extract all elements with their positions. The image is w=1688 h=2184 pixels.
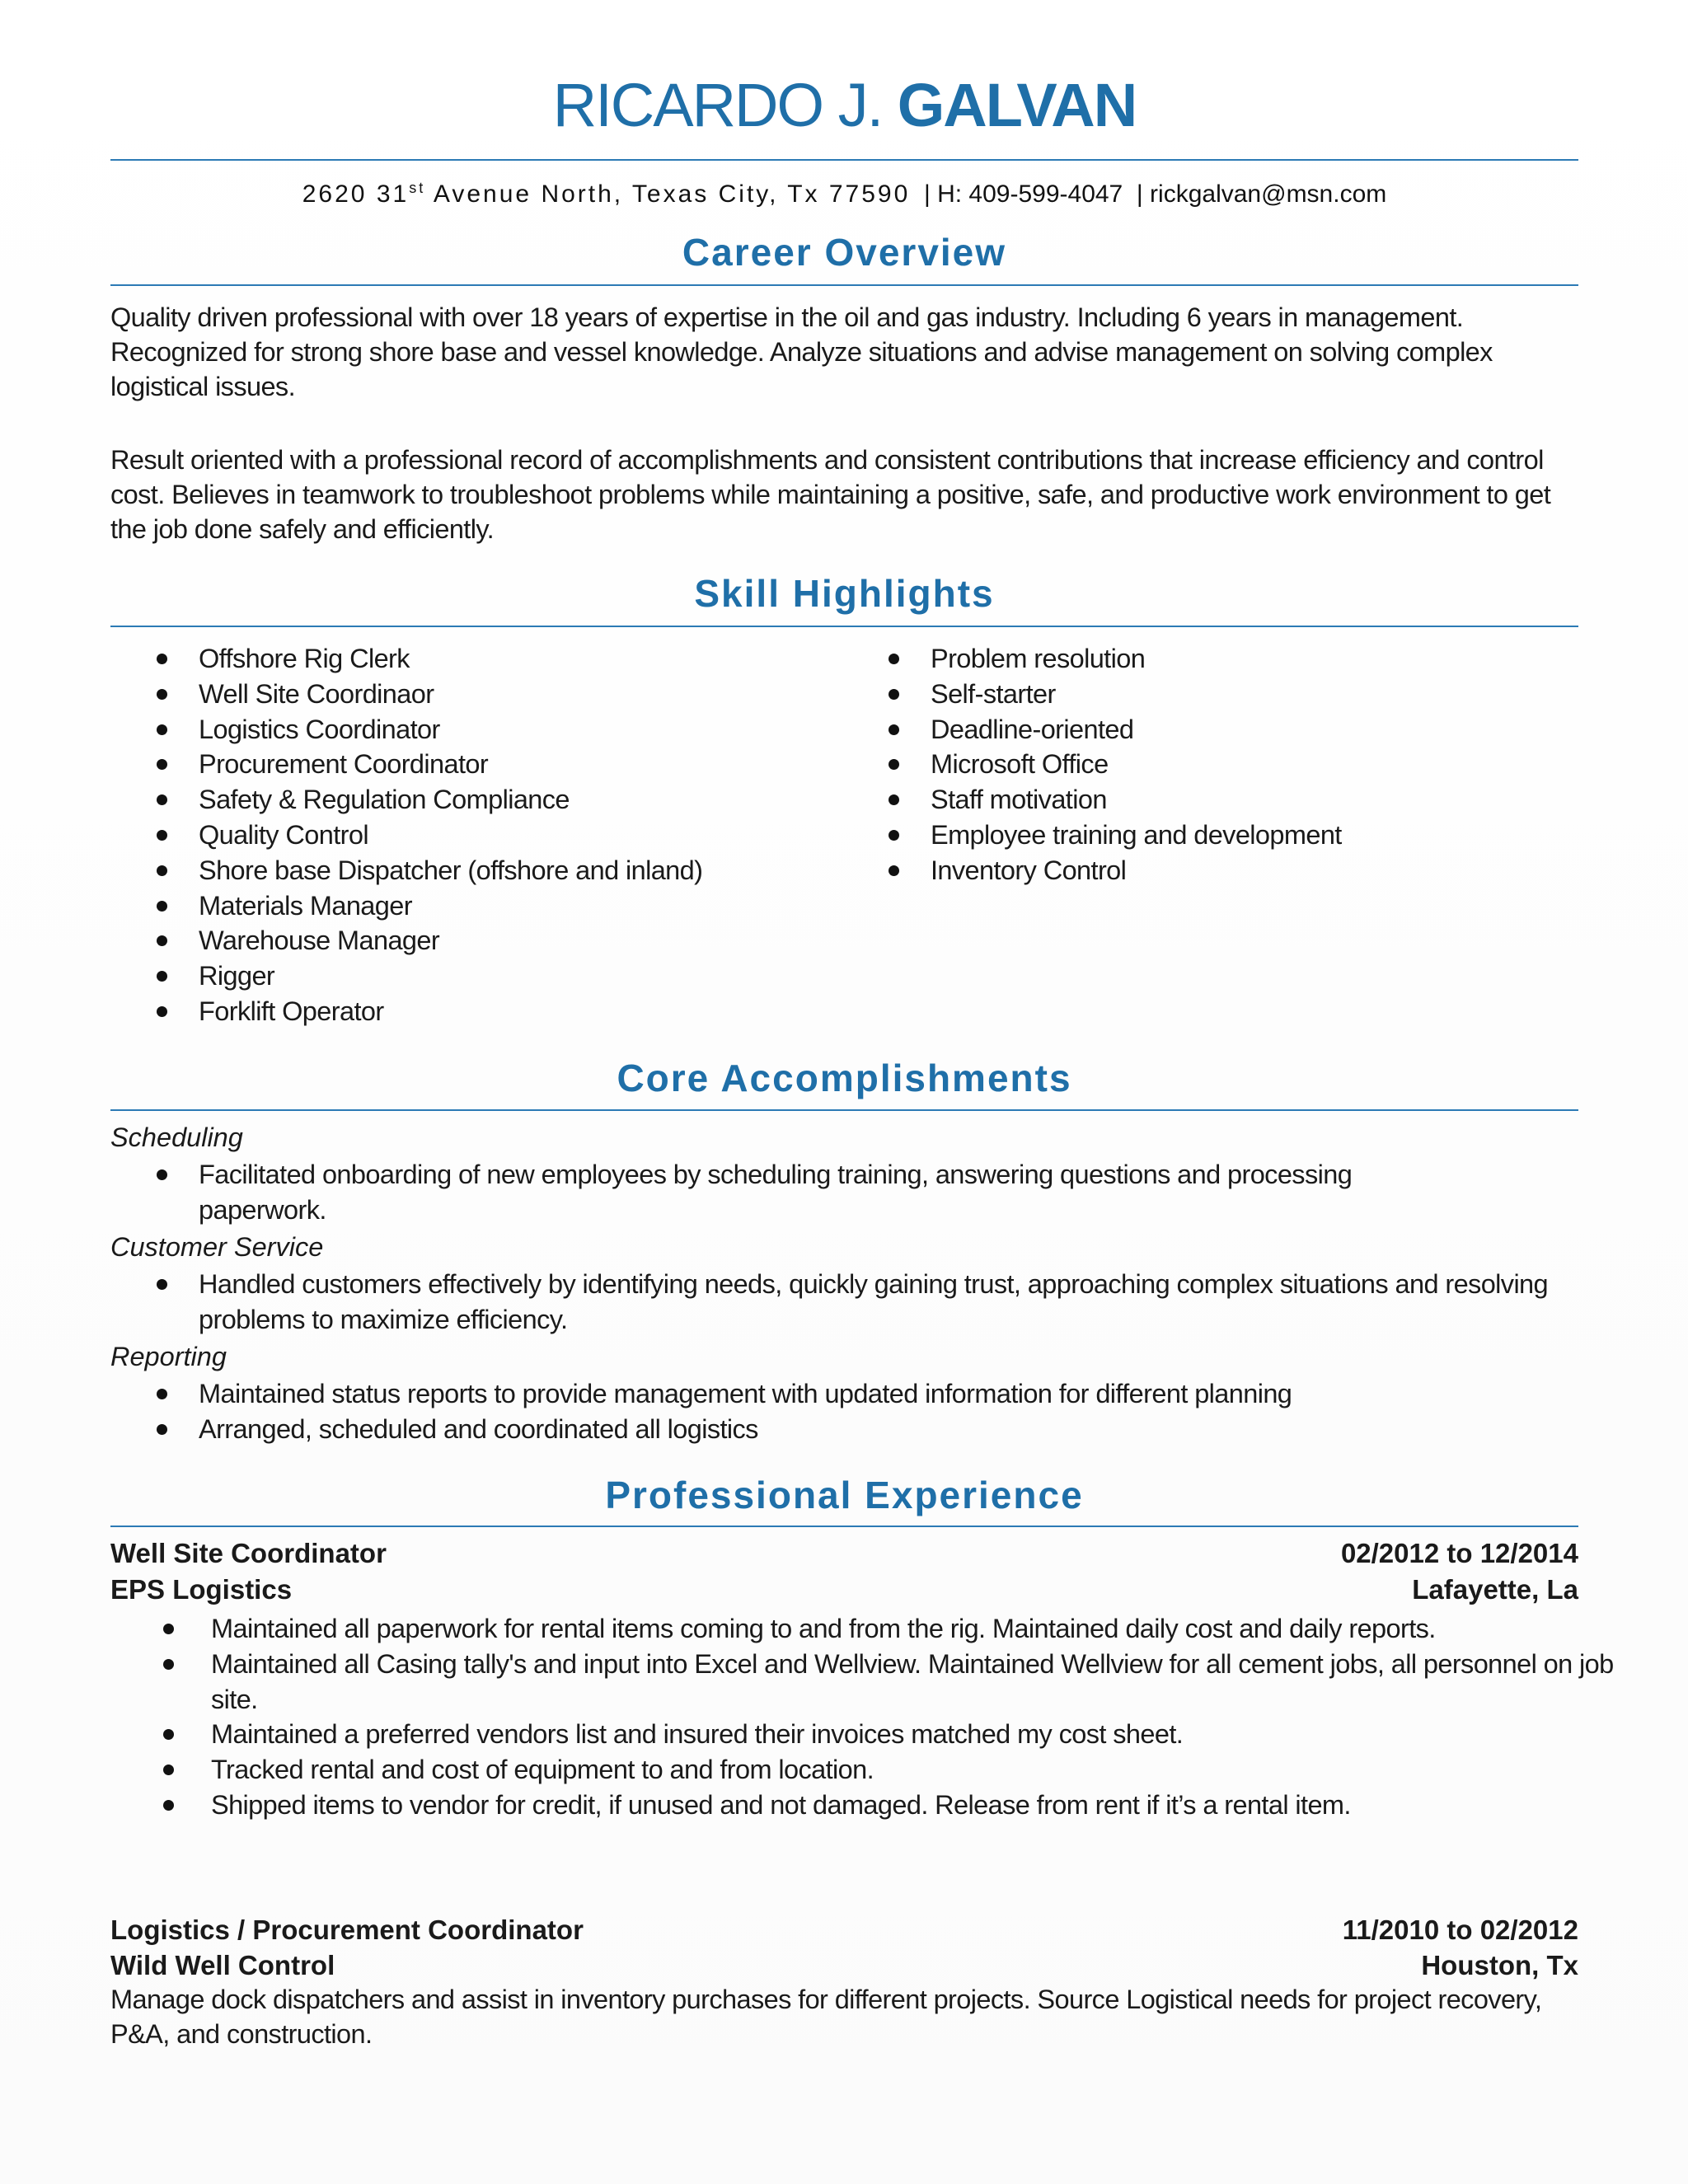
job-location: Lafayette, La (1412, 1574, 1578, 1605)
first-name: RICARDO J. (552, 71, 883, 139)
address-rest: Avenue North, Texas City, Tx 77590 (425, 180, 911, 208)
accomplishment-category: Customer Service (110, 1232, 324, 1262)
accomplishment-list (110, 1267, 1578, 1338)
skill-item: Employee training and development (842, 818, 1568, 853)
job-role: Logistics / Procurement Coordinator (110, 1915, 584, 1945)
job-duty: Shipped items to vendor for credit, if unused and not damaged. Release from rent if it’s a rental item. (110, 1788, 1627, 1823)
skill-highlights-divider (110, 626, 1578, 627)
professional-experience-title: Professional Experience (605, 1474, 1084, 1516)
job-company: Wild Well Control (110, 1950, 335, 1980)
career-overview-paragraph-1: Quality driven professional with over 18 years of expertise in the oil and gas industry. Including 6 years in management. Recognized for strong shore base and vessel knowledge. Analyze situations and advise management on solving complex logistical issues. (110, 302, 1493, 401)
job-header (110, 1535, 1578, 1572)
career-overview-paragraph-2: Result oriented with a professional record of accomplishments and consistent contributions that increase efficiency and control cost. Believes in teamwork to troubleshoot problems while maintaining a positive, safe, and productive work environment to get the job done safely and efficiently. (110, 445, 1551, 544)
accomplishment-list (110, 1157, 1578, 1228)
skill-item: Problem resolution (842, 641, 1568, 677)
address-suffix: st (409, 180, 426, 196)
skill-item: Deadline-oriented (842, 712, 1568, 748)
skills-right-list (842, 641, 1568, 888)
job-dates: 02/2012 to 12/2014 (1340, 1538, 1578, 1568)
candidate-name (110, 73, 1578, 138)
skill-item: Shore base Dispatcher (offshore and inland) (110, 853, 819, 888)
accomplishment-category: Scheduling (110, 1122, 243, 1152)
professional-experience-divider (110, 1526, 1578, 1527)
job-duty: Maintained a preferred vendors list and insured their invoices matched my cost sheet. (110, 1717, 1627, 1752)
core-accomplishments-divider (110, 1109, 1578, 1111)
skill-item: Staff motivation (842, 782, 1568, 818)
job-header (110, 1912, 1578, 1948)
job-company-line (110, 1947, 1578, 1984)
accomplishment-item: Facilitated onboarding of new employees by scheduling training, answering questions and processing paperwork. (110, 1157, 1578, 1228)
job-duty: Tracked rental and cost of equipment to and from location. (110, 1752, 1627, 1788)
job-description: Manage dock dispatchers and assist in inventory purchases for different projects. Source Logistical needs for project recovery, P&A, and construction. (110, 1985, 1542, 2049)
accomplishment-list (110, 1376, 1578, 1447)
last-name: GALVAN (897, 71, 1137, 139)
address (302, 180, 911, 208)
skill-item: Logistics Coordinator (110, 712, 819, 748)
skill-highlights-title: Skill Highlights (694, 572, 995, 615)
job-dates: 11/2010 to 02/2012 (1342, 1915, 1578, 1945)
job-company: EPS Logistics (110, 1574, 293, 1605)
job-duties-list (110, 1611, 1627, 1823)
job-duty: Maintained all paperwork for rental items coming to and from the rig. Maintained daily cost and daily reports. (110, 1611, 1627, 1647)
header-divider (110, 159, 1578, 161)
career-overview-divider (110, 284, 1578, 286)
job-company-line (110, 1572, 1578, 1608)
skill-item: Well Site Coordinaor (110, 677, 819, 712)
accomplishment-category: Reporting (110, 1342, 227, 1371)
skill-item: Self-starter (842, 677, 1568, 712)
job-duty: Maintained all Casing tally's and input into Excel and Wellview. Maintained Wellview for all cement jobs, all personnel on job site. (110, 1647, 1627, 1718)
career-overview-title: Career Overview (682, 231, 1007, 274)
skill-item: Materials Manager (110, 888, 819, 924)
address-street: 2620 31 (302, 180, 410, 208)
job-location: Houston, Tx (1421, 1950, 1578, 1980)
job-role: Well Site Coordinator (110, 1538, 387, 1568)
skill-item: Inventory Control (842, 853, 1568, 888)
skill-item: Procurement Coordinator (110, 747, 819, 782)
skill-item: Warehouse Manager (110, 923, 819, 958)
accomplishment-item: Handled customers effectively by identifying needs, quickly gaining trust, approaching complex situations and resolving problems to maximize efficiency. (110, 1267, 1578, 1338)
skill-item: Quality Control (110, 818, 819, 853)
skill-item: Forklift Operator (110, 994, 819, 1029)
accomplishment-item: Maintained status reports to provide management with updated information for different planning (110, 1376, 1578, 1412)
skill-item: Rigger (110, 958, 819, 994)
accomplishment-item: Arranged, scheduled and coordinated all logistics (110, 1412, 1578, 1447)
skill-item: Offshore Rig Clerk (110, 641, 819, 677)
skill-item: Safety & Regulation Compliance (110, 782, 819, 818)
email: | rickgalvan@msn.com (1136, 180, 1387, 208)
core-accomplishments-title: Core Accomplishments (617, 1057, 1072, 1099)
skills-left-list (110, 641, 819, 1029)
contact-line (110, 171, 1578, 211)
skill-item: Microsoft Office (842, 747, 1568, 782)
phone: | H: 409-599-4047 (923, 180, 1123, 208)
